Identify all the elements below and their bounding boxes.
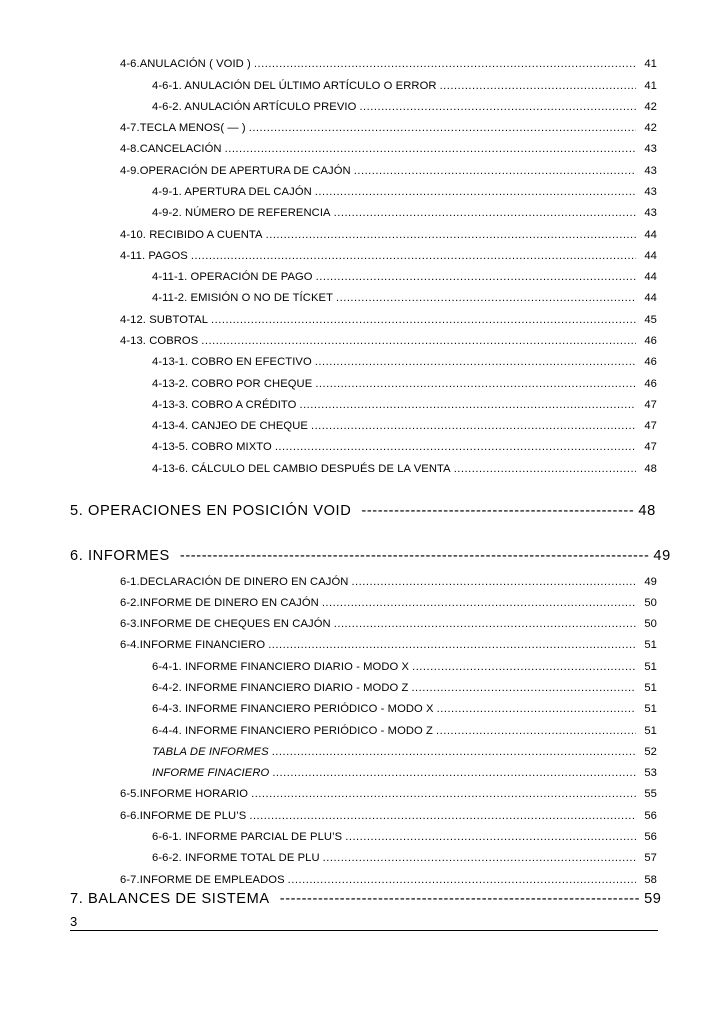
entry-page: 41 [644, 80, 657, 92]
entry-page: 48 [644, 463, 657, 475]
entry-number: 4-7. [120, 122, 140, 134]
dot-leader [275, 441, 636, 453]
entry-title: 4-12. SUBTOTAL [120, 314, 209, 326]
entry-page: 51 [644, 639, 657, 651]
toc-entry[interactable] [120, 597, 657, 609]
entry-page: 44 [644, 292, 657, 304]
toc-entry[interactable] [120, 788, 657, 800]
toc-entry[interactable] [120, 639, 657, 651]
entry-title: INFORME HORARIO [139, 788, 249, 800]
chapter-title: 6. INFORMES [70, 548, 170, 564]
entry-title: INFORME DE EMPLEADOS [139, 874, 285, 886]
toc-entry[interactable] [152, 399, 657, 411]
entry-page: 55 [644, 788, 657, 800]
entry-number: 4-9. [120, 165, 140, 177]
entry-page: 51 [644, 703, 657, 715]
entry-page: 42 [644, 122, 657, 134]
toc-entry[interactable] [152, 463, 657, 475]
toc-entry[interactable] [120, 314, 657, 326]
entry-title: 4-6-2. ANULACIÓN ARTÍCULO PREVIO [152, 101, 357, 113]
entry-title: TECLA MENOS( — ) [139, 122, 246, 134]
toc-entry[interactable] [152, 271, 657, 283]
chapter-title: 5. OPERACIONES EN POSICIÓN VOID [70, 503, 352, 519]
entry-number: 6-1. [120, 576, 140, 588]
toc-entry[interactable] [120, 576, 657, 588]
footer-rule [70, 930, 658, 931]
toc-entry[interactable] [120, 58, 657, 70]
dot-leader [345, 831, 636, 843]
toc-entry[interactable] [120, 122, 657, 134]
dot-leader [412, 661, 636, 673]
entry-title: 4-10. RECIBIDO A CUENTA [120, 229, 263, 241]
toc-entry[interactable] [152, 746, 657, 758]
chapter-page: 49 [653, 548, 671, 564]
dot-leader [272, 767, 636, 779]
toc-entry[interactable] [120, 229, 657, 241]
toc-entry[interactable] [152, 101, 657, 113]
entry-page: 57 [644, 852, 657, 864]
dot-leader [268, 639, 636, 651]
dot-leader [211, 314, 636, 326]
dot-leader [254, 58, 636, 70]
toc-entry[interactable] [120, 618, 657, 630]
chapter-page: 59 [644, 891, 662, 907]
entry-page: 52 [644, 746, 657, 758]
dot-leader [323, 852, 636, 864]
entry-title: ANULACIÓN ( VOID ) [139, 58, 251, 70]
entry-page: 46 [644, 335, 657, 347]
dot-leader [311, 420, 636, 432]
entry-page: 50 [644, 597, 657, 609]
dot-leader [266, 229, 636, 241]
entry-number: 6-2. [120, 597, 140, 609]
entry-page: 44 [644, 250, 657, 262]
chapter-title: 7. BALANCES DE SISTEMA [70, 891, 270, 907]
toc-entry[interactable] [152, 852, 657, 864]
entry-title: 4-13-1. COBRO EN EFECTIVO [152, 356, 312, 368]
entry-title: 4-9-1. APERTURA DEL CAJÓN [152, 186, 312, 198]
entry-title: 4-9-2. NÚMERO DE REFERENCIA [152, 207, 331, 219]
entry-page: 43 [644, 207, 657, 219]
entry-title: INFORME DE DINERO EN CAJÓN [139, 597, 319, 609]
toc-entry[interactable] [152, 207, 657, 219]
entry-number: 4-8. [120, 143, 140, 155]
entry-title: 4-13-3. COBRO A CRÉDITO [152, 399, 297, 411]
toc-entry[interactable] [152, 767, 657, 779]
dot-leader [354, 165, 636, 177]
entry-title: DECLARACIÓN DE DINERO EN CAJÓN [139, 576, 349, 588]
toc-chapter[interactable] [70, 891, 662, 907]
entry-page: 46 [644, 356, 657, 368]
toc-entry[interactable] [120, 335, 657, 347]
toc-entry[interactable] [120, 250, 657, 262]
entry-title: 4-13-6. CÁLCULO DEL CAMBIO DESPUÉS DE LA VENTA [152, 463, 451, 475]
dot-leader [436, 725, 636, 737]
entry-page: 45 [644, 314, 657, 326]
dot-leader [437, 703, 636, 715]
dot-leader [225, 143, 636, 155]
toc-entry[interactable] [152, 420, 657, 432]
dot-leader [315, 186, 636, 198]
dot-leader [316, 271, 636, 283]
entry-title: CANCELACIÓN [139, 143, 222, 155]
entry-title: 6-4-4. INFORME FINANCIERO PERIÓDICO - MODO Z [152, 725, 433, 737]
entry-title: 4-11-1. OPERACIÓN DE PAGO [152, 271, 313, 283]
entry-page: 56 [644, 831, 657, 843]
entry-number: 6-5. [120, 788, 140, 800]
toc-entry[interactable] [152, 80, 657, 92]
entry-page: 43 [644, 143, 657, 155]
entry-title: 4-11. PAGOS [120, 250, 188, 262]
dot-leader [334, 207, 636, 219]
toc-entry[interactable] [120, 874, 657, 886]
entry-page: 47 [644, 420, 657, 432]
entry-page: 43 [644, 186, 657, 198]
entry-number: 6-7. [120, 874, 140, 886]
entry-page: 51 [644, 682, 657, 694]
dot-leader [249, 810, 636, 822]
entry-page: 46 [644, 378, 657, 390]
entry-number: 6-6. [120, 810, 140, 822]
dot-leader [299, 399, 636, 411]
toc-entry[interactable] [152, 682, 657, 694]
entry-title: INFORME DE CHEQUES EN CAJÓN [139, 618, 331, 630]
dot-leader [322, 597, 636, 609]
dot-leader [334, 618, 636, 630]
dot-leader [251, 788, 636, 800]
entry-page: 44 [644, 271, 657, 283]
dot-leader [191, 250, 636, 262]
entry-page: 47 [644, 441, 657, 453]
entry-page: 56 [644, 810, 657, 822]
dash-leader: ------------------------------------------------------------------ [279, 891, 641, 907]
entry-title: 6-6-2. INFORME TOTAL DE PLU [152, 852, 320, 864]
entry-title: INFORME FINANCIERO [139, 639, 266, 651]
entry-number: 4-6. [120, 58, 140, 70]
entry-title: 6-4-1. INFORME FINANCIERO DIARIO - MODO X [152, 661, 410, 673]
entry-page: 58 [644, 874, 657, 886]
dot-leader [201, 335, 636, 347]
toc-entry[interactable] [152, 831, 657, 843]
entry-page: 41 [644, 58, 657, 70]
toc-entry[interactable] [152, 441, 657, 453]
toc-entry[interactable] [120, 810, 657, 822]
toc-entry[interactable] [120, 143, 657, 155]
dot-leader [336, 292, 636, 304]
toc-entry[interactable] [152, 378, 657, 390]
toc-entry[interactable] [152, 356, 657, 368]
entry-title: 6-4-2. INFORME FINANCIERO DIARIO - MODO Z [152, 682, 409, 694]
dot-leader [288, 874, 636, 886]
toc-chapter[interactable] [70, 503, 656, 519]
entry-number: 6-4. [120, 639, 140, 651]
entry-title: 6-4-3. INFORME FINANCIERO PERIÓDICO - MODO X [152, 703, 434, 715]
entry-title: 4-13. COBROS [120, 335, 199, 347]
entry-title: 4-13-4. CANJEO DE CHEQUE [152, 420, 308, 432]
dash-leader: -------------------------------------------------- [361, 503, 635, 519]
dot-leader [440, 80, 636, 92]
dot-leader [249, 122, 636, 134]
entry-title: 4-13-2. COBRO POR CHEQUE [152, 378, 313, 390]
entry-title: 6-6-1. INFORME PARCIAL DE PLU’S [152, 831, 343, 843]
toc-entry[interactable] [152, 292, 657, 304]
entry-page: 49 [644, 576, 657, 588]
entry-page: 42 [644, 101, 657, 113]
dot-leader [454, 463, 636, 475]
toc-entry[interactable] [152, 725, 657, 737]
entry-page: 50 [644, 618, 657, 630]
dot-leader [272, 746, 636, 758]
dash-leader: -------------------------------------------------------------------------------------- [179, 548, 650, 564]
entry-page: 44 [644, 229, 657, 241]
entry-title: OPERACIÓN DE APERTURA DE CAJÓN [139, 165, 351, 177]
entry-page: 51 [644, 661, 657, 673]
entry-page: 43 [644, 165, 657, 177]
entry-title: 4-6-1. ANULACIÓN DEL ÚLTIMO ARTÍCULO O ERROR [152, 80, 437, 92]
toc-entry[interactable] [152, 661, 657, 673]
dot-leader [411, 682, 636, 694]
footer-page-number: 3 [70, 914, 78, 929]
dot-leader [315, 378, 636, 390]
entry-title: 4-13-5. COBRO MIXTO [152, 441, 272, 453]
chapter-page: 48 [638, 503, 656, 519]
entry-title: INFORME DE PLU’S [139, 810, 247, 822]
dot-leader [359, 101, 636, 113]
entry-page: 53 [644, 767, 657, 779]
entry-title: 4-11-2. EMISIÓN O NO DE TÍCKET [152, 292, 333, 304]
toc-entry[interactable] [120, 165, 657, 177]
toc-chapter[interactable] [70, 548, 671, 564]
entry-page: 47 [644, 399, 657, 411]
entry-page: 51 [644, 725, 657, 737]
dot-leader [351, 576, 636, 588]
toc-entry[interactable] [152, 186, 657, 198]
dot-leader [315, 356, 636, 368]
entry-title: INFORME FINACIERO [152, 767, 270, 779]
entry-number: 6-3. [120, 618, 140, 630]
entry-title: TABLA DE INFORMES [152, 746, 269, 758]
toc-entry[interactable] [152, 703, 657, 715]
